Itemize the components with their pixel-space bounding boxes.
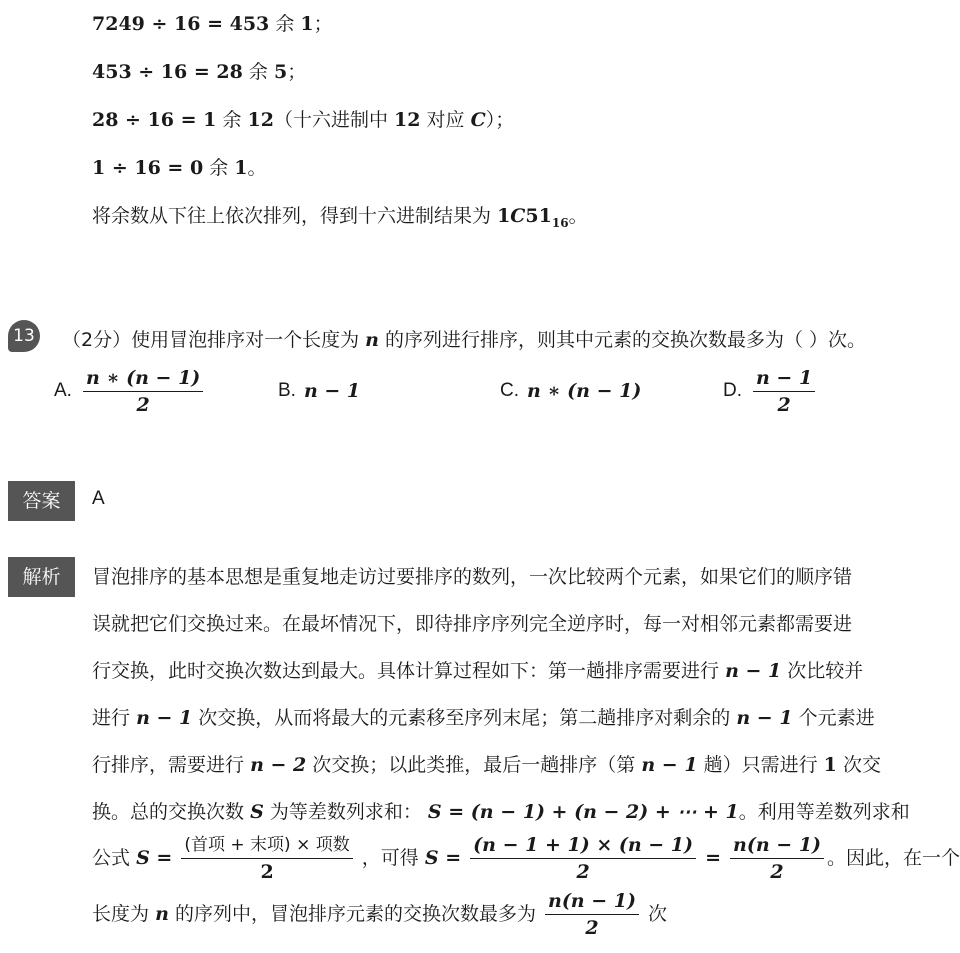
answer-tag: 答案: [8, 481, 75, 521]
analysis-line-1: 冒泡排序的基本思想是重复地走访过要排序的数列，一次比较两个元素，如果它们的顺序错: [92, 566, 853, 588]
option-c[interactable]: C. n ∗ (n − 1): [500, 380, 642, 402]
analysis-tag: 解析: [8, 557, 75, 597]
analysis-line-3: 行交换，此时交换次数达到最大。具体计算过程如下：第一趟排序需要进行 n − 1 次比较并: [92, 660, 864, 682]
option-b[interactable]: B. n − 1: [278, 380, 361, 402]
formula-fraction-1: $\frac{\text{(首项 + 末项) × 项数}}{2}$: [181, 834, 352, 883]
option-d-fraction: $\frac{n - 1}{2}$: [753, 367, 815, 416]
analysis-line-4: 进行 n − 1 次交换，从而将最大的元素移至序列末尾；第二趟排序对剩余的 n − 1 个元素进: [92, 707, 875, 729]
analysis-line-6: 换。总的交换次数 S 为等差数列求和： S = (n − 1) + (n − 2) + ⋯ + 1。利用等差数列求和: [92, 801, 910, 823]
analysis-line-8: 长度为 n 的序列中，冒泡排序元素的交换次数最多为 $\frac{n(n - 1)}{2}$ 次: [92, 890, 668, 939]
calc-line-4: 1 ÷ 16 = 0 余 1。: [92, 157, 267, 179]
result-fraction: $\frac{n(n - 1)}{2}$: [545, 890, 639, 939]
analysis-line-2: 误就把它们交换过来。在最坏情况下，即待排序序列完全逆序时，每一对相邻元素都需要进: [92, 613, 853, 635]
formula-fraction-2: $\frac{(n - 1 + 1) \times (n - 1)}{2}$: [470, 834, 696, 883]
calc-line-2: 453 ÷ 16 = 28 余 5；: [92, 61, 307, 83]
formula-fraction-3: $\frac{n(n - 1)}{2}$: [730, 834, 824, 883]
answer-value: A: [92, 488, 105, 509]
option-d[interactable]: D. $\frac{n - 1}{2}$: [723, 366, 818, 416]
calc-line-5: 将余数从下往上依次排列，得到十六进制结果为 $1C51_{16}$。: [92, 205, 588, 230]
calc-line-3: 28 ÷ 16 = 1 余 12（十六进制中 12 对应 C）；: [92, 109, 515, 131]
option-a-fraction: $\frac{n ∗ (n - 1)}{2}$: [83, 367, 203, 416]
question-number-badge: 13: [8, 320, 40, 352]
question-text: （2分）使用冒泡排序对一个长度为 n 的序列进行排序，则其中元素的交换次数最多为（ ）次。: [62, 329, 867, 351]
analysis-line-5: 行排序，需要进行 n − 2 次交换；以此类推，最后一趟排序（第 n − 1 趟）只需进行 1 次交: [92, 754, 881, 776]
option-a[interactable]: A. $\frac{n ∗ (n - 1)}{2}$: [54, 366, 206, 416]
analysis-line-7: 公式 S = $\frac{\text{(首项 + 末项) × 项数}}{2}$ ，可得 S = $\frac{(n - 1 + 1) \times (n - 1)}{2}$ = $\frac{n(n - 1)}{2}$ 。因此，在一个: [92, 834, 960, 883]
calc-line-1: 7249 ÷ 16 = 453 余 1；: [92, 13, 333, 35]
